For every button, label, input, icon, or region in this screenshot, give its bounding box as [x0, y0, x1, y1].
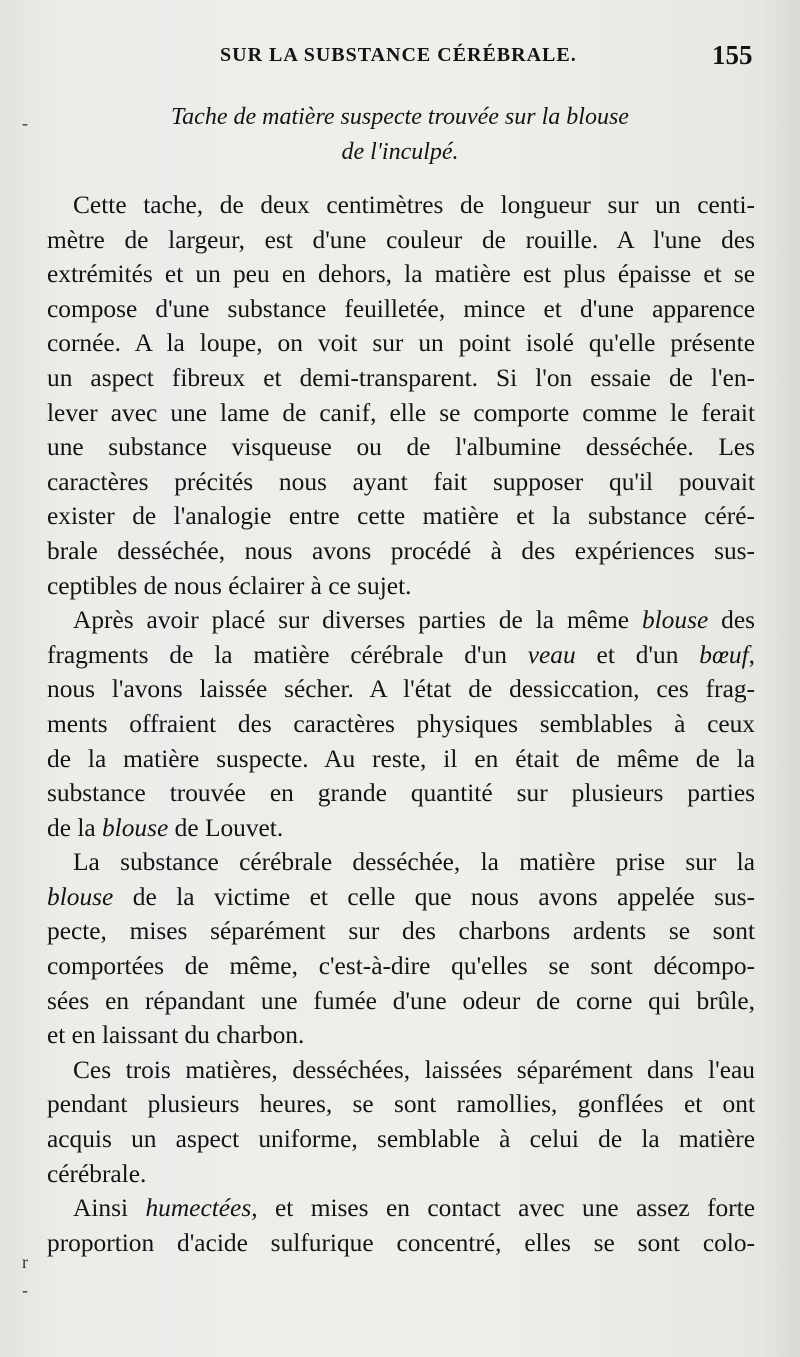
- text-line: nous l'avons laissée sécher. A l'état de dessiccation, ces frag-: [47, 675, 755, 704]
- text-line: pecte, mises séparément sur des charbons ardents se sont: [47, 917, 755, 946]
- text-line: Ainsi humectées, et mises en contact avec une assez forte: [73, 1194, 755, 1223]
- text-line: ceptibles de nous éclairer à ce sujet.: [47, 571, 412, 600]
- text-line: lever avec une lame de canif, elle se comporte comme le ferait: [47, 398, 755, 427]
- text-line: compose d'une substance feuilletée, mince et d'une apparence: [47, 294, 755, 323]
- margin-mark: -: [22, 113, 28, 133]
- running-head: SUR LA SUBSTANCE CÉRÉBRALE.: [220, 44, 577, 66]
- page-number: 155: [712, 40, 753, 70]
- section-title-line: Tache de matière suspecte trouvée sur la blouse: [171, 104, 629, 130]
- text-line: substance trouvée en grande quantité sur plusieurs parties: [47, 779, 755, 808]
- text-line: blouse de la victime et celle que nous avons appelée sus-: [47, 882, 755, 911]
- text-line: comportées de même, c'est-à-dire qu'elles se sont décompo-: [47, 952, 755, 981]
- paragraph: [47, 1191, 755, 1260]
- text-line: fragments de la matière cérébrale d'un veau et d'un bœuf,: [47, 640, 755, 669]
- section-title-line: de l'inculpé.: [341, 139, 459, 165]
- text-line: Après avoir placé sur diverses parties de la même blouse des: [73, 606, 756, 635]
- text-line: cornée. A la loupe, on voit sur un point isolé qu'elle présente: [47, 329, 755, 358]
- text-line: sées en répandant une fumée d'une odeur de corne qui brûle,: [47, 986, 755, 1015]
- text-line: acquis un aspect uniforme, semblable à celui de la matière: [47, 1125, 755, 1154]
- margin-mark: r: [22, 1252, 28, 1272]
- text-line: extrémités et un peu en dehors, la matière est plus épaisse et se: [47, 260, 755, 289]
- page-header: [0, 40, 800, 80]
- text-line: cérébrale.: [47, 1159, 147, 1188]
- paragraph: [47, 603, 755, 845]
- paragraph: [47, 1053, 755, 1191]
- body-text: [47, 188, 755, 1260]
- text-line: mètre de largeur, est d'une couleur de rouille. A l'une des: [47, 225, 755, 254]
- text-line: un aspect fibreux et demi-transparent. Si l'on essaie de l'en-: [47, 363, 755, 392]
- text-line: et en laissant du charbon.: [47, 1021, 305, 1050]
- text-line: pendant plusieurs heures, se sont ramollies, gonflées et ont: [47, 1090, 755, 1119]
- margin-mark: -: [22, 1280, 28, 1300]
- text-line: caractères précités nous ayant fait supposer qu'il pouvait: [47, 467, 755, 496]
- text-line: Ces trois matières, desséchées, laissées séparément dans l'eau: [73, 1055, 755, 1084]
- section-title: [60, 100, 740, 170]
- text-line: de la matière suspecte. Au reste, il en était de même de la: [47, 744, 755, 773]
- paragraph: [47, 845, 755, 1053]
- text-line: Cette tache, de deux centimètres de longueur sur un centi-: [73, 191, 755, 219]
- text-line: proportion d'acide sulfurique concentré, elles se sont colo-: [47, 1228, 755, 1257]
- text-line: exister de l'analogie entre cette matière et la substance céré-: [47, 502, 755, 531]
- text-line: une substance visqueuse ou de l'albumine desséchée. Les: [47, 433, 755, 462]
- text-line: brale desséchée, nous avons procédé à des expériences sus-: [47, 536, 755, 565]
- text-line: de la blouse de Louvet.: [47, 813, 284, 842]
- text-line: ments offraient des caractères physiques semblables à ceux: [47, 709, 755, 738]
- paragraph: [47, 188, 755, 603]
- text-line: La substance cérébrale desséchée, la matière prise sur la: [73, 848, 755, 877]
